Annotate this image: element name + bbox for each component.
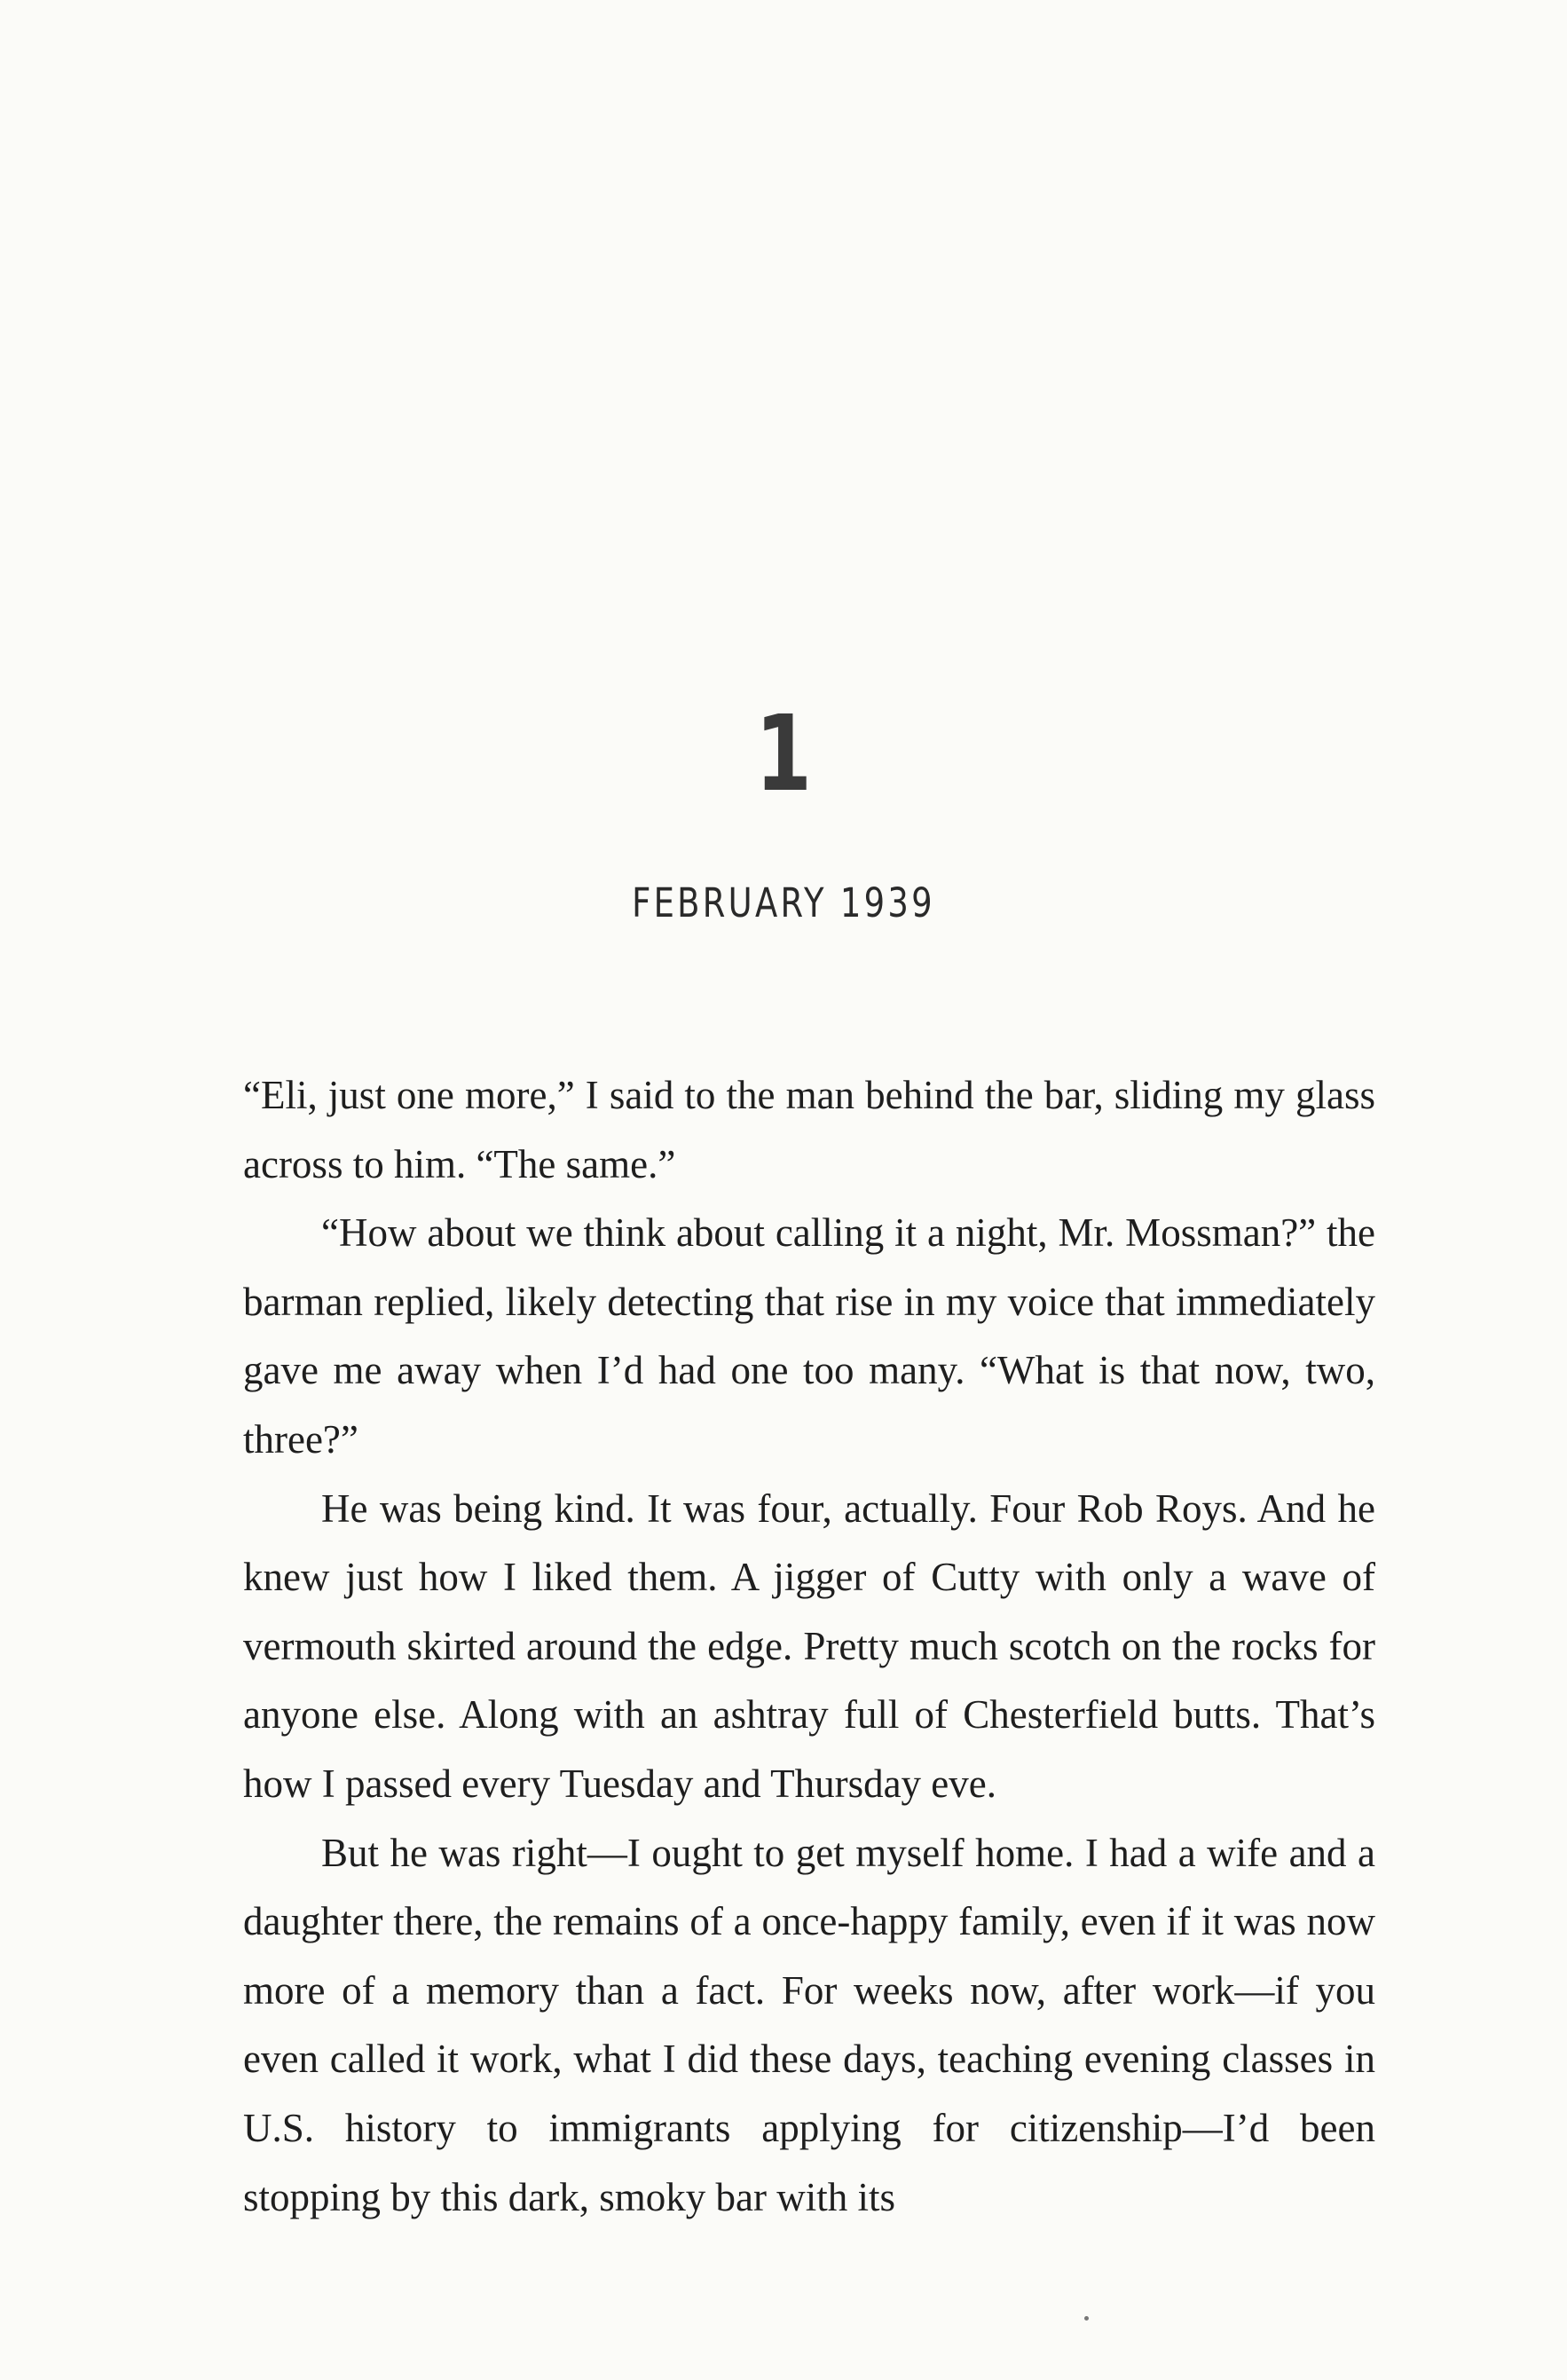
paragraph: “Eli, just one more,” I said to the man behind the bar, sliding my glass across to him. “The same.” — [243, 1073, 1375, 1186]
chapter-number: 1 — [754, 692, 813, 815]
scan-speck — [1084, 2316, 1089, 2321]
chapter-title: FEBRUARY 1939 — [632, 879, 935, 926]
body-text — [243, 1061, 1375, 2232]
paragraph: “How about we think about calling it a night, Mr. Mossman?” the barman replied, likely detecting that rise in my voice that immediately gave me away when I’d had one too many. “What is that now, two, three?” — [243, 1210, 1375, 1462]
paragraph: He was being kind. It was four, actually. Four Rob Roys. And he knew just how I liked them. A jigger of Cutty with only a wave of vermouth skirted around the edge. Pretty much scotch on the rocks for anyone else. Along with an ashtray full of Chesterfield butts. That’s how I passed every Tuesday and Thursday eve. — [243, 1486, 1375, 1806]
paragraph: But he was right—I ought to get myself home. I had a wife and a daughter there, the remains of a once-happy family, even if it was now more of a memory than a fact. For weeks now, after work—if you even called it work, what I did these days, teaching evening classes in U.S. history to immigrants applying for citizenship—I’d been stopping by this dark, smoky bar with its — [243, 1830, 1375, 2219]
